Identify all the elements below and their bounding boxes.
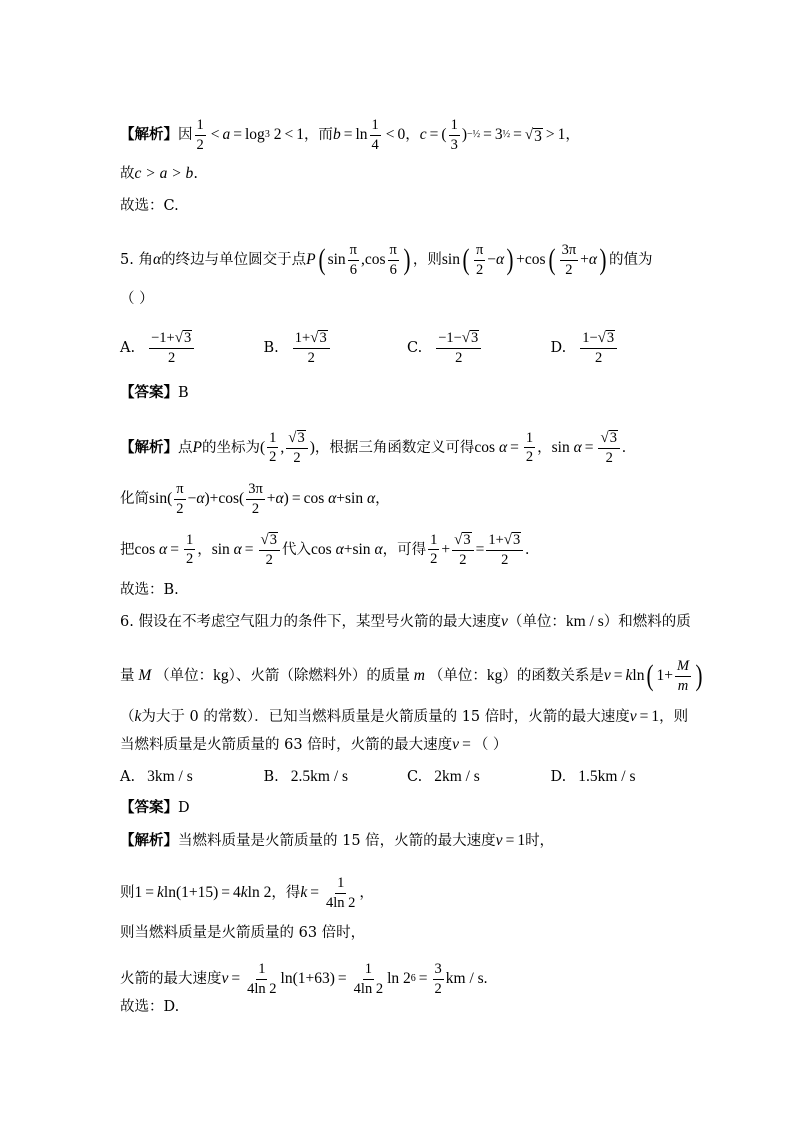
math-expression: c = ( $\frac{1}{3}$ ) −½ = 3 ½ = √ 3 > 1: [419, 117, 566, 153]
answer-value: B: [178, 385, 189, 401]
text: 的坐标为: [201, 439, 260, 456]
text: .: [193, 166, 198, 182]
option-value: −1− √ 3 2: [436, 330, 481, 366]
num-root: 3: [183, 330, 192, 346]
analysis-tag: 【解析】: [120, 438, 178, 456]
text: 的值为: [609, 252, 653, 268]
math-expression: P: [192, 438, 202, 456]
option-label: A.: [120, 339, 136, 356]
den: 2: [455, 350, 463, 367]
text: 火箭的最大速度: [120, 971, 222, 987]
q5-answer: [120, 383, 682, 403]
answer-tag: 【答案】: [120, 799, 178, 816]
q6-options: [120, 768, 694, 786]
text: ，则: [659, 709, 689, 725]
math-expression: sin α = √ 3 2: [212, 532, 282, 568]
option-value: 1− √ 3 2: [580, 330, 617, 366]
q5-analysis-line2: [120, 482, 682, 516]
q6-analysis-line2: [120, 876, 682, 910]
den: 2: [168, 350, 176, 367]
text: （单位：: [507, 614, 566, 630]
option-b[interactable]: [264, 330, 408, 366]
option-d[interactable]: [551, 768, 695, 786]
q6-stem-line3: [120, 707, 689, 727]
text: 的终边与单位圆交于点: [161, 252, 307, 268]
num-lead: 1+: [294, 330, 311, 347]
q5-stem: [120, 243, 682, 277]
text: 故: [120, 166, 135, 182]
text: ，: [359, 885, 374, 901]
math-expression: M: [134, 667, 156, 684]
text: ）和燃料的质: [603, 614, 691, 630]
text: 因: [178, 127, 193, 143]
unit: km / s: [565, 613, 604, 630]
q4-analysis-line: [120, 118, 682, 152]
math-expression: $\frac{1}{2}$ < a = log 3 2 < 1: [196, 117, 304, 153]
text: ，得: [271, 885, 301, 901]
unit: kg: [213, 667, 229, 684]
text: ，: [405, 127, 420, 143]
text: ，根据三角函数定义可得: [314, 439, 475, 456]
q5-analysis-line1: [120, 430, 682, 466]
math-expression: b = ln $\frac{1}{4}$ < 0: [332, 117, 406, 153]
text: ，: [375, 491, 390, 507]
num-lead: −1−: [438, 330, 462, 347]
text: 假设在不考虑空气阻力的条件下，某型号火箭的最大速度: [138, 614, 501, 630]
option-label: A.: [120, 769, 136, 785]
text: 角: [138, 252, 153, 268]
num-root: 3: [471, 330, 479, 346]
answer-value: D: [178, 800, 190, 816]
option-value: 3km / s: [147, 768, 193, 785]
q6-analysis-line3: 则当燃料质量是火箭质量的 63 倍时，: [120, 925, 366, 941]
text: 把: [120, 541, 135, 558]
option-value: 2km / s: [434, 768, 480, 785]
answer-tag: 【答案】: [120, 384, 178, 401]
text: 点: [178, 439, 193, 456]
q6-choice: 故选：D.: [120, 999, 180, 1015]
option-d[interactable]: [551, 330, 695, 366]
num-lead: 1−: [582, 330, 598, 347]
option-value: −1+ √ 3 2: [149, 330, 194, 366]
option-label: C.: [407, 339, 423, 356]
math-expression: 1 = k ln(1+15) = 4 k ln 2: [134, 884, 272, 901]
math-expression: v = 1: [495, 832, 526, 849]
text: （ ）: [473, 737, 508, 753]
question-number: 6.: [120, 614, 134, 630]
math-expression: k: [134, 708, 142, 725]
math-expression: v = 1: [629, 708, 660, 725]
math-expression: v: [500, 613, 508, 630]
option-label: B.: [263, 769, 279, 785]
q4-choice: 故选：C.: [120, 198, 179, 214]
math-expression: cos α = $\frac{1}{2}$: [474, 429, 534, 466]
text: 化简: [120, 491, 149, 507]
option-c[interactable]: [407, 330, 551, 366]
q6-stem-line1: [120, 612, 691, 632]
text: ）、火箭（除燃料外）的质量: [228, 668, 410, 684]
text: ，则: [412, 252, 442, 268]
math-expression: sin ( $\frac{\pi}{2}$ − α ) +cos ( $\frac{3\pi}{2}$ + α ): [441, 242, 607, 278]
text: ）的函数关系是: [502, 668, 604, 684]
text: （单位：: [428, 668, 487, 684]
math-expression: k = $\frac{1}{4\ln 2}$: [300, 875, 356, 911]
math-expression: m: [409, 667, 429, 684]
math-expression: ( $\frac{1}{2}$ , √ 3 2 ): [259, 429, 315, 467]
question-number: 5.: [120, 252, 134, 268]
option-value: 1.5km / s: [578, 768, 636, 785]
q4-conclusion: [120, 164, 682, 184]
text: 代入: [282, 541, 312, 558]
text: （: [120, 709, 135, 725]
text: 量: [120, 668, 135, 684]
text: ，: [565, 127, 580, 143]
q5-analysis-line3: [120, 532, 682, 568]
option-label: D.: [550, 769, 567, 785]
text: ，: [537, 439, 552, 456]
q5-options: [120, 330, 694, 366]
q6-stem-line4: [120, 735, 682, 755]
option-b[interactable]: [264, 768, 408, 786]
math-expression: c > a > b: [134, 165, 194, 182]
option-a[interactable]: [120, 330, 264, 366]
q6-analysis-line1: [120, 831, 682, 851]
math-expression: P ( sin $\frac{\pi}{6}$ ,cos $\frac{\pi}{6}$ ): [306, 242, 411, 278]
text: ，可得: [382, 541, 427, 558]
text: ，而: [303, 127, 333, 143]
q6-analysis-line4: [120, 962, 682, 996]
text: ，: [197, 541, 212, 558]
text: 时，: [525, 833, 555, 849]
option-a[interactable]: [120, 768, 264, 786]
option-c[interactable]: [407, 768, 551, 786]
math-expression: cos α = $\frac{1}{2}$: [134, 531, 194, 568]
math-expression: sin( $\frac{\pi}{2}$ − α )+cos( $\frac{3\pi}{2}$ + α ) = cos α +sin α: [149, 481, 376, 517]
q5-paren: （ ）: [120, 291, 154, 307]
math-expression: v = $\frac{1}{4\ln 2}$ ln(1+63) = $\frac{1}{4\ln 2}$ ln 2 6 = $\frac{3}{2}$ km / s.: [221, 961, 488, 997]
text: 则: [120, 885, 135, 901]
unit: kg: [486, 667, 503, 684]
text: 为大于 0 的常数）．已知当燃料质量是火箭质量的 15 倍时，火箭的最大速度: [141, 709, 630, 725]
option-label: B.: [263, 339, 279, 356]
q6-stem-line2: [120, 658, 703, 694]
q6-answer: [120, 798, 682, 818]
math-expression: $\frac{1}{2}$ + √ 3 2 = 1+ √ 3 2 .: [430, 531, 530, 569]
math-expression: cos α +sin α: [311, 540, 383, 558]
option-label: C.: [407, 769, 423, 785]
num-root: 3: [606, 330, 615, 346]
text: 当燃料质量是火箭质量的 63 倍时，火箭的最大速度: [120, 737, 453, 753]
den: 2: [307, 350, 315, 367]
q5-choice: 故选：B.: [120, 582, 179, 598]
analysis-tag: 【解析】: [120, 832, 178, 849]
math-expression: v =: [452, 736, 471, 753]
math-expression: sin α = √ 3 2 .: [551, 430, 626, 467]
option-value: 1+ √ 3 2: [293, 330, 330, 366]
num-lead: −1+: [151, 330, 175, 347]
text: 当燃料质量是火箭质量的 15 倍，火箭的最大速度: [178, 833, 496, 849]
den: 2: [595, 350, 603, 367]
math-expression: v = k ln ( 1+ $\frac{M}{m}$ ): [603, 658, 703, 694]
text: （单位：: [155, 668, 214, 684]
math-expression: α: [152, 251, 162, 268]
analysis-tag: 【解析】: [120, 126, 178, 143]
num-root: 3: [319, 330, 327, 346]
option-label: D.: [550, 339, 567, 356]
option-value: 2.5km / s: [290, 768, 349, 785]
